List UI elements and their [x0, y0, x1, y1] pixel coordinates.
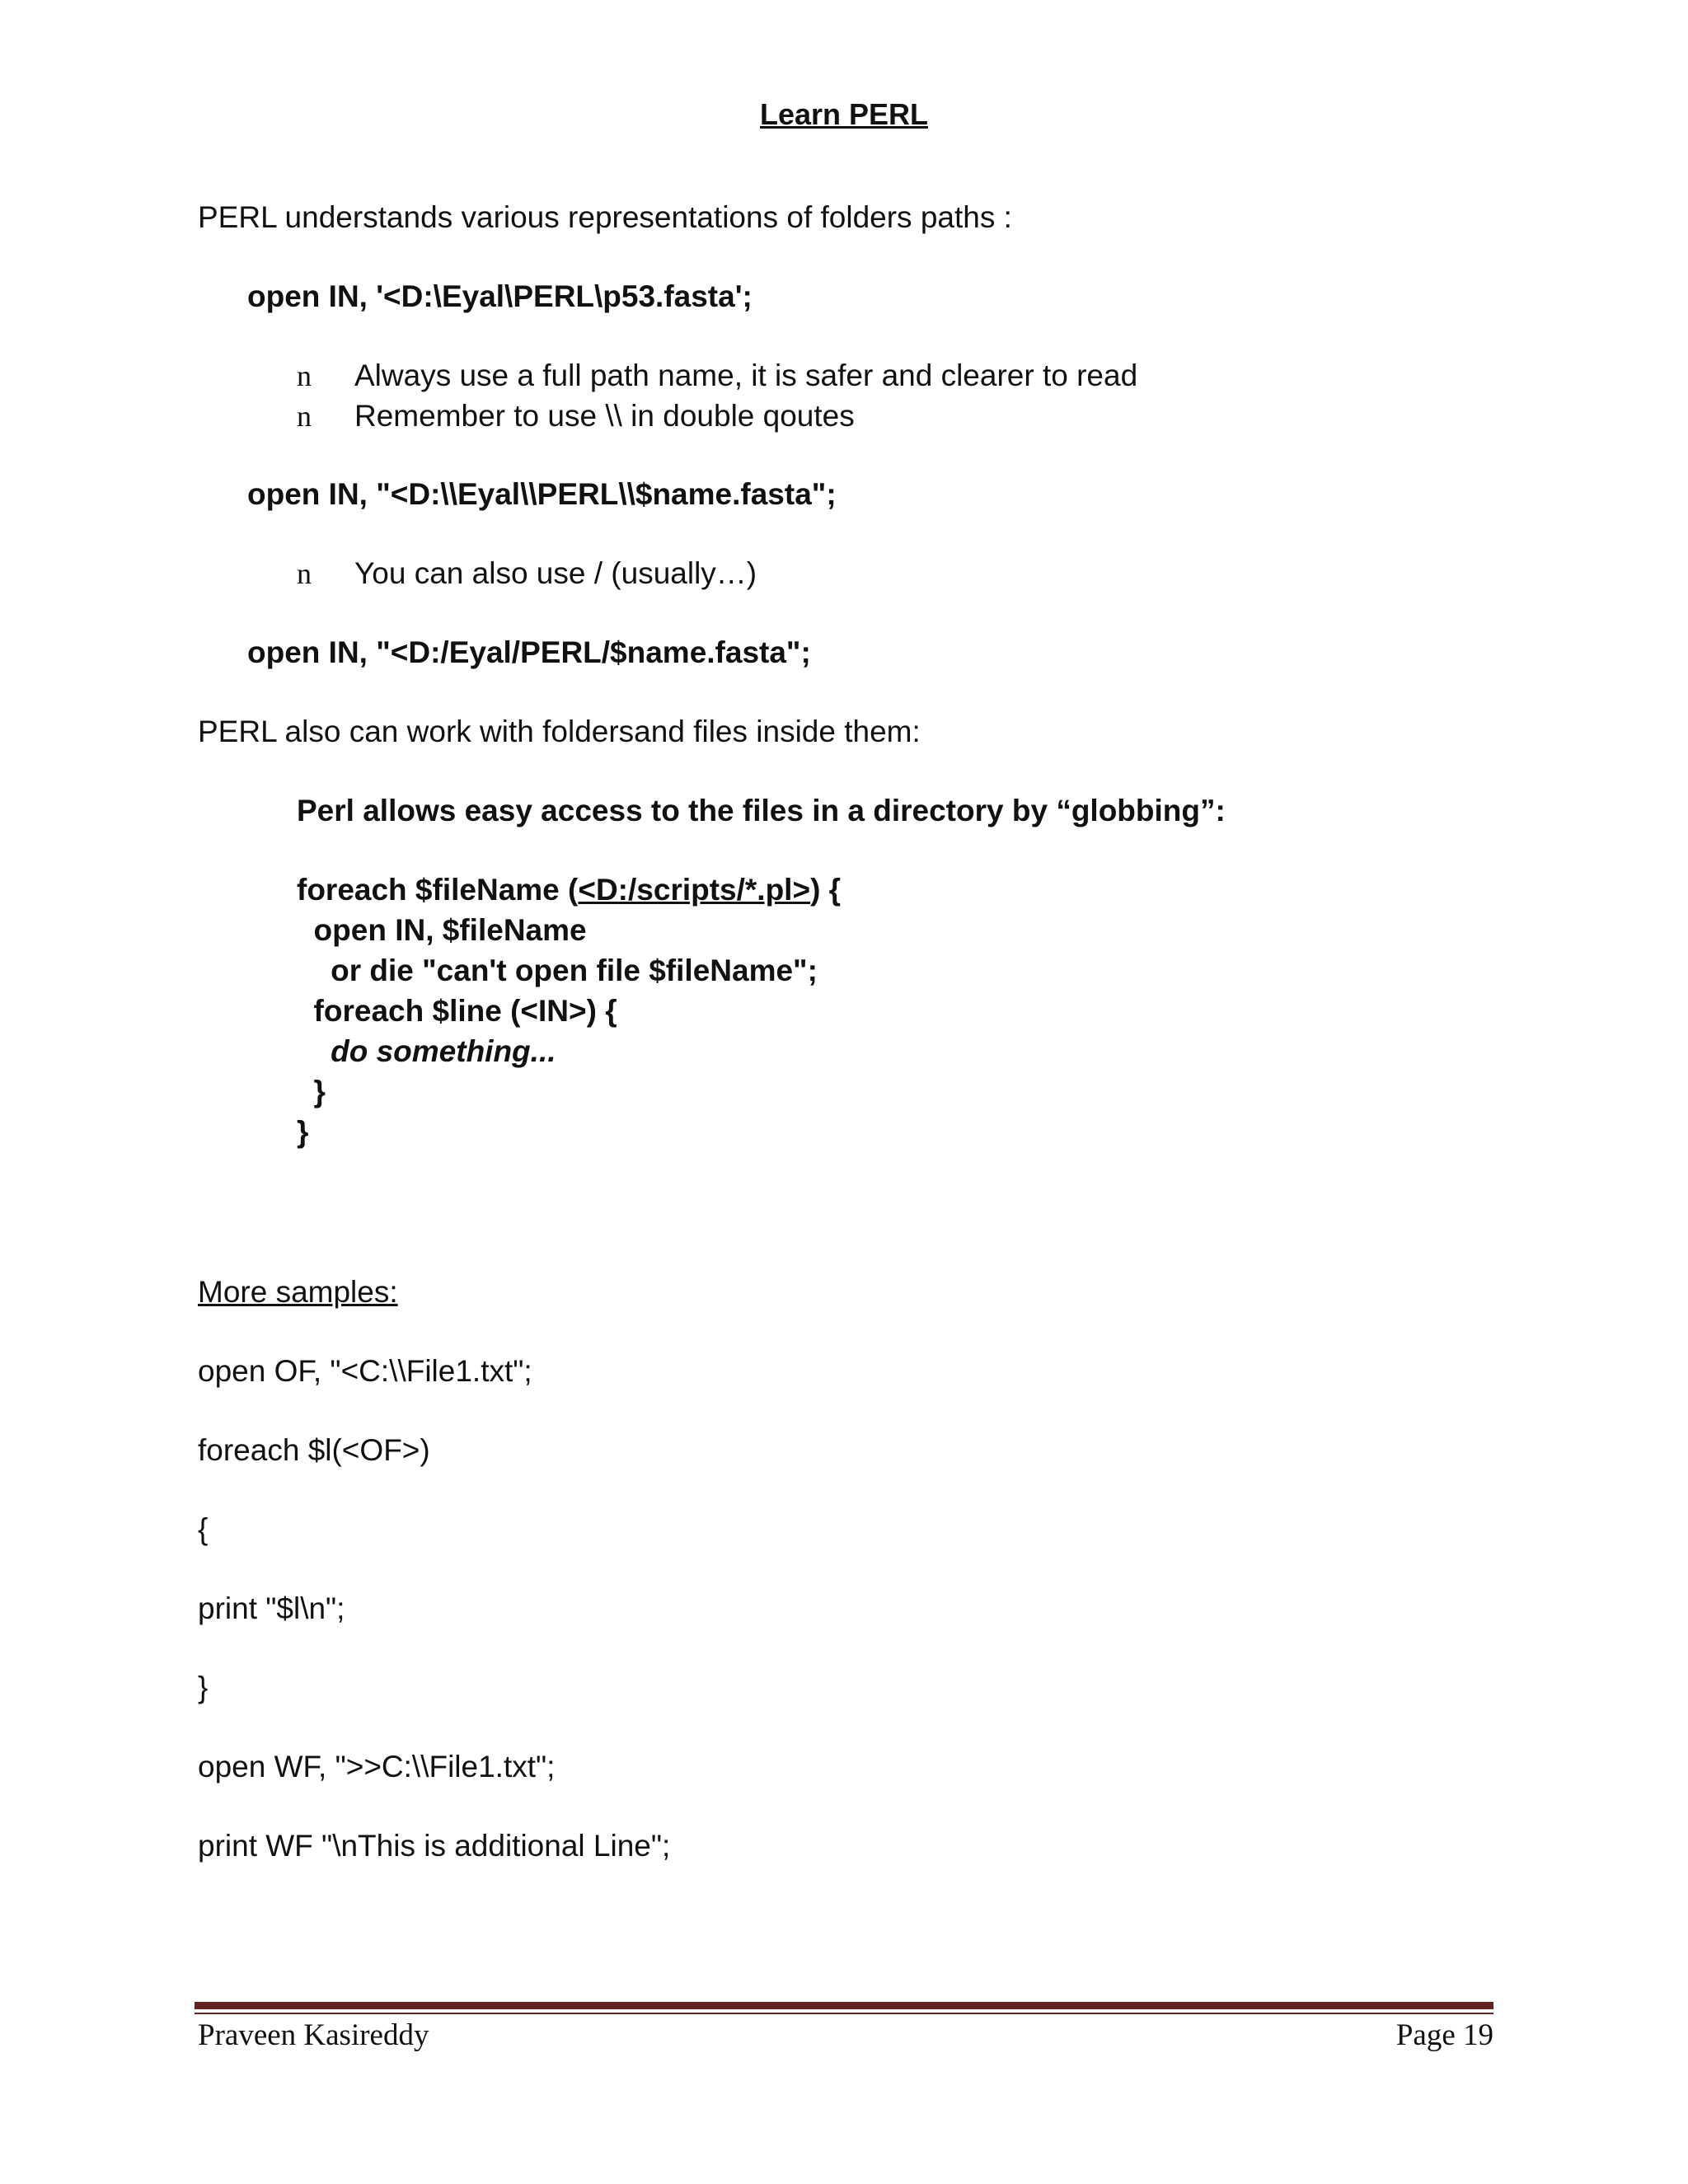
sample-line: } — [198, 1671, 209, 1704]
glob-code-line: or die "can't open file $fileName"; — [297, 954, 818, 987]
sample-line: { — [198, 1512, 209, 1546]
bullet-marker: n — [297, 359, 312, 392]
bullet-item: Always use a full path name, it is safer and clearer to read — [354, 359, 1138, 392]
code-line-open-single-quote: open IN, '<D:\Eyal\PERL\p53.fasta'; — [247, 279, 753, 313]
bullet-item: You can also use / (usually…) — [354, 556, 757, 590]
glob-code-line: } — [297, 1115, 309, 1149]
globbing-heading: Perl allows easy access to the files in a directory by “globbing”: — [297, 794, 1226, 827]
glob-code-line: open IN, $fileName — [297, 913, 587, 947]
bullet-item: Remember to use \\ in double qoutes — [354, 399, 855, 433]
code-line-open-double-backslash: open IN, "<D:\\Eyal\\PERL\\$name.fasta"; — [247, 477, 837, 511]
footer-rule-thin — [195, 2013, 1493, 2014]
glob-code-text: ) { — [810, 873, 842, 907]
sample-line: print WF "\nThis is additional Line"; — [198, 1829, 671, 1863]
glob-code-line — [297, 870, 841, 910]
folders-paragraph: PERL also can work with foldersand files inside them: — [198, 715, 921, 748]
intro-paragraph: PERL understands various representations of folders paths : — [198, 200, 1012, 234]
more-samples-heading: More samples: — [198, 1275, 398, 1309]
sample-line: open OF, "<C:\\File1.txt"; — [198, 1354, 532, 1388]
footer-page-number: Page 19 — [1395, 2018, 1493, 2052]
bullet-marker: n — [297, 400, 312, 433]
code-line-open-forward-slash: open IN, "<D:/Eyal/PERL/$name.fasta"; — [247, 635, 811, 669]
footer-author: Praveen Kasireddy — [198, 2018, 429, 2052]
glob-code-line: do something... — [297, 1034, 556, 1068]
glob-code-text: foreach $fileName ( — [297, 873, 579, 907]
sample-line: print "$l\n"; — [198, 1591, 345, 1625]
glob-pattern-link: <D:/scripts/*.pl> — [578, 873, 811, 907]
glob-code-line: foreach $line (<IN>) { — [297, 994, 617, 1028]
page-title: Learn PERL — [759, 97, 929, 131]
sample-line: foreach $l(<OF>) — [198, 1433, 430, 1467]
footer-rule — [195, 2002, 1493, 2009]
sample-line: open WF, ">>C:\\File1.txt"; — [198, 1750, 556, 1783]
bullet-marker: n — [297, 557, 312, 590]
glob-code-line: } — [297, 1075, 326, 1108]
